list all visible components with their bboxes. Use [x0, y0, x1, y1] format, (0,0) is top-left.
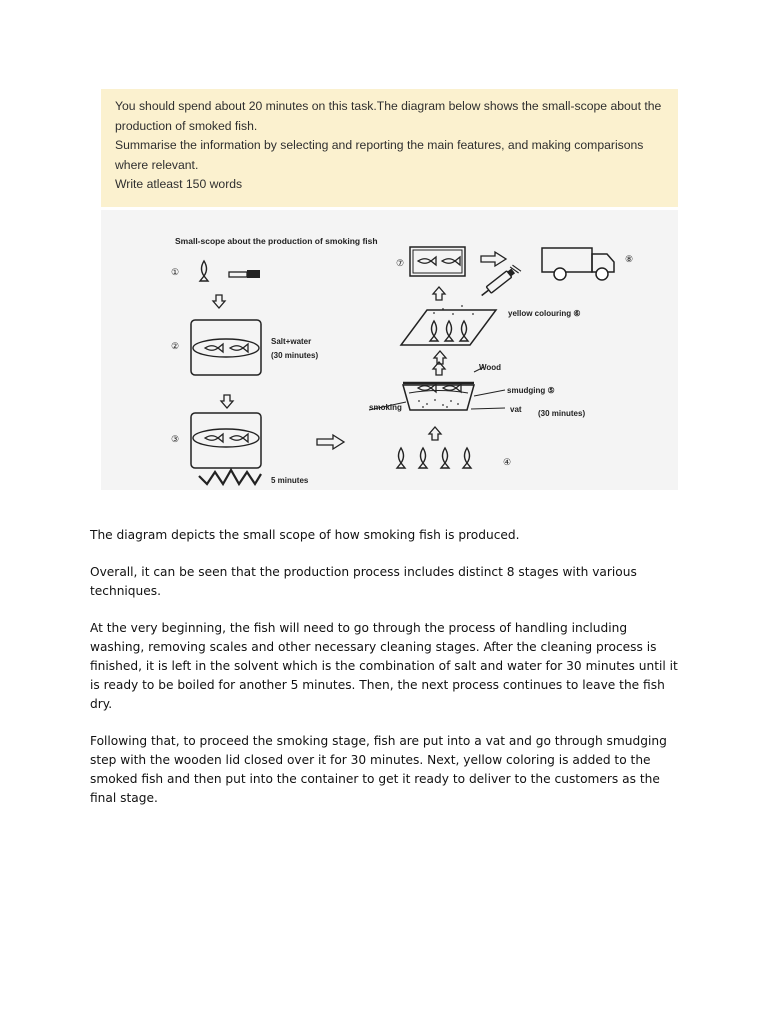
step-3-marker: ③	[171, 434, 180, 444]
vat-time-label: (30 minutes)	[538, 409, 586, 418]
essay-paragraph	[90, 563, 690, 601]
task-prompt-box	[101, 89, 678, 207]
essay-line: Following that, to proceed the smoking stage, fish are put into a vat and go through smudging	[90, 734, 667, 748]
packaging-container	[410, 247, 465, 276]
essay-line: At the very beginning, the fish will need to go through the process of handling including	[90, 621, 628, 635]
wood-label: Wood	[479, 363, 502, 372]
task-line: Summarise the information by selecting and reporting the main features, and making comparisons	[115, 138, 644, 152]
down-arrow-icon	[221, 395, 233, 408]
knife-icon	[229, 270, 260, 278]
essay-line: smoked fish and then put into the container to get it ready to deliver to the customers as the	[90, 772, 660, 786]
right-arrow-icon	[481, 252, 506, 266]
fish-icon	[200, 261, 208, 281]
boil-time-label: 5 minutes	[271, 476, 309, 485]
essay	[90, 526, 690, 826]
process-diagram-svg	[101, 210, 678, 490]
smoking-label: smoking	[369, 403, 402, 412]
down-arrow-icon	[213, 295, 225, 308]
colouring-tray	[401, 305, 496, 345]
essay-paragraph	[90, 526, 690, 545]
yellow-colouring-label: yellow colouring ⑥	[508, 309, 581, 318]
fire-icon	[199, 470, 261, 484]
essay-line: final stage.	[90, 791, 158, 805]
salt-water-container	[191, 320, 261, 375]
essay-paragraph	[90, 619, 690, 714]
smoking-vat	[403, 383, 474, 410]
task-line: where relevant.	[115, 157, 199, 172]
task-line: Write atleast 150 words	[115, 177, 243, 191]
essay-line: step with the wooden lid closed over it for 30 minutes. Next, yellow coloring is added to the	[90, 753, 651, 767]
task-line: You should spend about 20 minutes on this task.The diagram below shows the small-scope about the	[115, 99, 662, 113]
up-arrow-icon	[433, 287, 445, 300]
up-arrow-icon	[434, 351, 446, 364]
step-7-marker: ⑦	[396, 258, 405, 268]
essay-line: washing, removing scales and other necessary cleaning stages. After the cleaning process is	[90, 640, 657, 654]
step-1-marker: ①	[171, 267, 180, 277]
boiling-container	[191, 413, 261, 468]
up-arrow-icon	[429, 427, 441, 440]
process-diagram	[101, 210, 678, 490]
truck-icon	[542, 248, 614, 280]
essay-paragraph	[90, 732, 690, 808]
essay-line: is ready to be boiled for another 5 minutes. Then, the next process continues to leave the fish	[90, 678, 665, 692]
essay-line: finished, it is left in the solvent which is the combination of salt and water for 30 minutes until it	[90, 659, 678, 673]
step-2-marker: ②	[171, 341, 180, 351]
essay-line: techniques.	[90, 584, 161, 598]
vat-label: vat	[510, 405, 522, 414]
fish-group-icon	[397, 448, 471, 468]
step-8-marker: ⑧	[625, 254, 634, 264]
salt-water-label: Salt+water	[271, 337, 312, 346]
essay-line: dry.	[90, 697, 113, 711]
right-arrow-icon	[317, 435, 344, 449]
smudging-label: smudging ⑤	[507, 386, 555, 395]
step-4-marker: ④	[503, 457, 512, 467]
dropper-icon	[479, 263, 521, 299]
diagram-title: Small-scope about the production of smoking fish	[175, 236, 378, 246]
essay-line: Overall, it can be seen that the production process includes distinct 8 stages with various	[90, 565, 637, 579]
essay-line: The diagram depicts the small scope of how smoking fish is produced.	[90, 528, 520, 542]
task-line: production of smoked fish.	[115, 118, 258, 133]
salt-water-time-label: (30 minutes)	[271, 351, 319, 360]
